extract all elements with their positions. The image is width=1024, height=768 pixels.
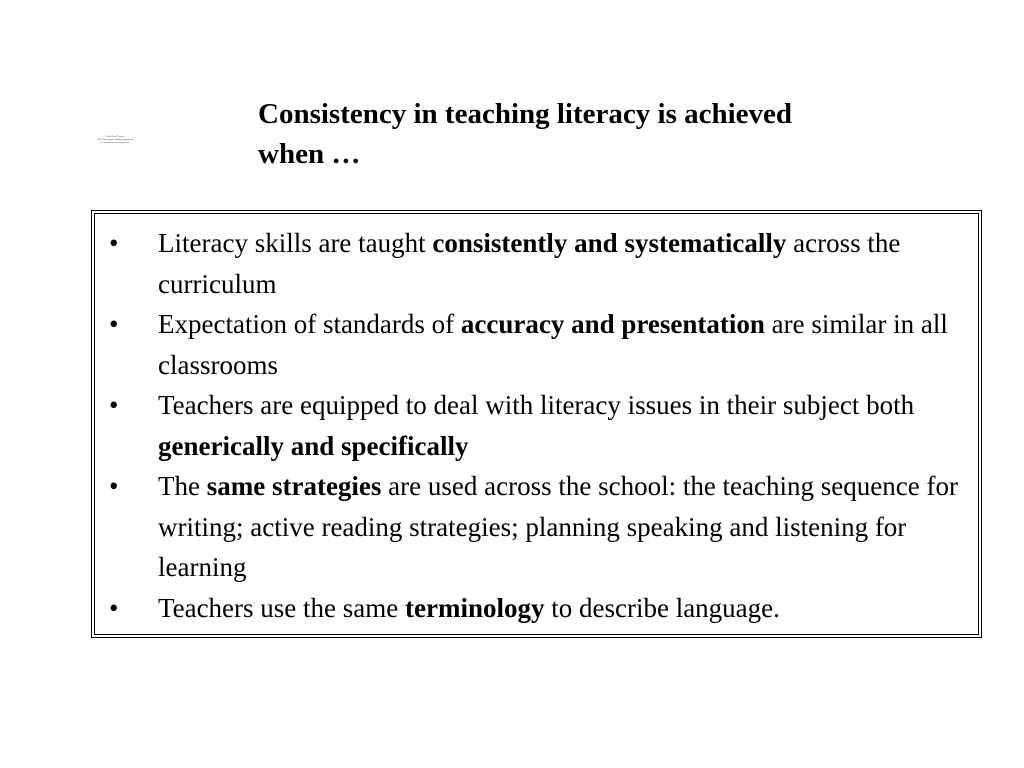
bullet-list <box>95 214 978 628</box>
bullet-emphasis: consistently and systematically <box>432 228 787 258</box>
bullet-text: across the curriculum <box>158 228 901 299</box>
bullet-emphasis: accuracy and presentation <box>460 309 765 339</box>
bullet-item <box>95 223 978 304</box>
bullet-icon: • <box>109 309 119 339</box>
slide-title-line-1: Consistency in teaching literacy is achieved <box>258 98 793 130</box>
bullet-text: Literacy skills are taught <box>158 228 433 258</box>
slide-title-line-2: when … <box>258 138 361 170</box>
bullet-text: to describe language. <box>544 592 780 623</box>
bullet-item <box>95 588 978 629</box>
bullet-text: Teachers are equipped to deal with literacy issues in their subject both <box>158 390 915 420</box>
bullet-icon: • <box>109 228 119 258</box>
missing-picture-placeholder <box>84 136 146 145</box>
bullet-item <box>95 304 978 385</box>
slide-title <box>258 94 938 174</box>
placeholder-notice-line: QuickTime™ and a <box>105 136 125 138</box>
placeholder-notice-line: are needed to see this picture. <box>100 142 130 144</box>
bullet-emphasis: same strategies <box>206 471 382 501</box>
bullet-text: Expectation of standards of <box>158 309 461 339</box>
bullet-text: are used across the school: the teaching sequence for writing; active reading strategies; planning speaking and listening for learning <box>158 471 958 582</box>
bullet-icon: • <box>109 592 119 623</box>
bullet-item <box>95 466 978 588</box>
bullet-icon: • <box>109 471 119 501</box>
bullet-emphasis: generically and specifically <box>158 430 469 461</box>
bullet-box <box>91 210 982 638</box>
bullet-text: The <box>158 471 207 501</box>
bullet-icon: • <box>109 390 119 420</box>
bullet-item <box>95 385 978 466</box>
bullet-emphasis: terminology <box>405 592 545 623</box>
bullet-text: are similar in all classrooms <box>158 309 948 380</box>
placeholder-notice-line: TIFF (Uncompressed) decompressor <box>97 139 133 141</box>
bullet-text: Teachers use the same <box>158 592 405 623</box>
